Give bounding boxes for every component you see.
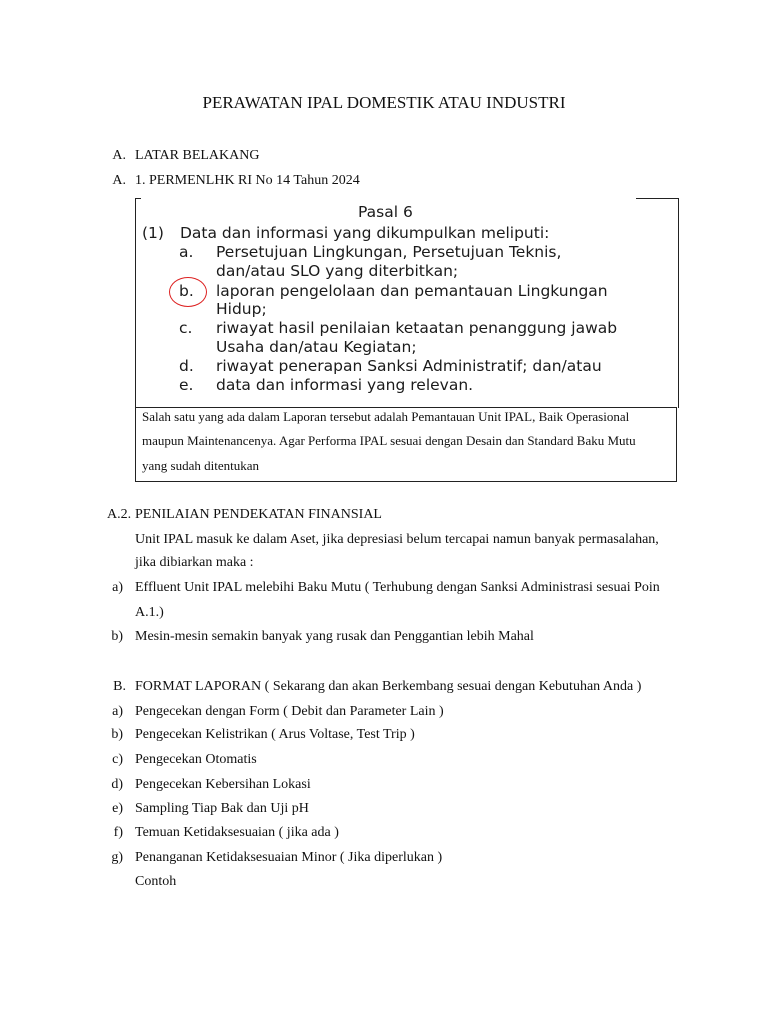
note-line: maupun Maintenancenya. Agar Performa IPAL sesuai dengan Desain dan Standard Baku Mutu [142,433,636,448]
list-item: Pengecekan Otomatis [135,752,257,767]
highlight-circle [169,277,207,307]
section-a2-paragraph: Unit IPAL masuk ke dalam Aset, jika depresiasi belum tercapai namun banyak permasalahan, [135,532,659,547]
pasal-item-letter: a. [179,243,194,261]
list-label: a) [112,704,123,719]
section-a2-heading: PENILAIAN PENDEKATAN FINANSIAL [135,507,382,522]
pasal-item-text: riwayat penerapan Sanksi Administratif; dan/atau [216,357,602,375]
list-item: Pengecekan Kelistrikan ( Arus Voltase, Test Trip ) [135,727,415,742]
pasal-item-text: Persetujuan Lingkungan, Persetujuan Teknis, [216,243,562,261]
pasal-item-letter: c. [179,319,193,337]
section-a-label: A. [112,148,126,163]
section-a2-label: A.2. [107,507,132,522]
list-label: a) [112,580,123,595]
pasal-item-letter: d. [179,357,194,375]
note-line: yang sudah ditentukan [142,458,259,473]
list-item: Temuan Ketidaksesuaian ( jika ada ) [135,825,339,840]
pasal-item-text: riwayat hasil penilaian ketaatan penanggung jawab [216,319,618,337]
list-label: c) [112,752,123,767]
list-label: b) [111,727,123,742]
list-item: Penanganan Ketidaksesuaian Minor ( Jika diperlukan ) [135,850,443,865]
frame-top-left-edge [135,198,141,199]
section-a-heading: LATAR BELAKANG [135,148,260,163]
note-line: Salah satu yang ada dalam Laporan tersebut adalah Pemantauan Unit IPAL, Baik Operasional [142,409,630,424]
list-item: Pengecekan Kebersihan Lokasi [135,777,311,792]
pasal-item-text: dan/atau SLO yang diterbitkan; [216,262,459,280]
pasal-number: (1) [142,224,164,242]
pasal-heading: Pasal 6 [358,203,413,221]
section-a2-paragraph: jika dibiarkan maka : [135,555,254,570]
section-a1-label: A. [112,173,126,188]
document-title: PERAWATAN IPAL DOMESTIK ATAU INDUSTRI [202,93,566,112]
list-label: b) [111,629,123,644]
pasal-item-text: Hidup; [216,300,267,318]
list-item: Pengecekan dengan Form ( Debit dan Parameter Lain ) [135,704,444,719]
pasal-item-text: Usaha dan/atau Kegiatan; [216,338,417,356]
pasal-item-text: data dan informasi yang relevan. [216,376,474,394]
list-label: g) [111,850,123,865]
list-item: Sampling Tiap Bak dan Uji pH [135,801,309,816]
pasal-intro: Data dan informasi yang dikumpulkan meliputi: [180,224,550,242]
section-b-label: B. [113,679,126,694]
list-label: d) [111,777,123,792]
frame-top-right-edge [636,198,678,199]
list-item: Effluent Unit IPAL melebihi Baku Mutu ( Terhubung dengan Sanksi Administrasi sesuai Poin [135,580,660,595]
list-item: Mesin-mesin semakin banyak yang rusak dan Penggantian lebih Mahal [135,629,534,644]
pasal-item-letter: b. [179,282,194,300]
section-b-footer: Contoh [135,874,177,889]
section-a1-heading: 1. PERMENLHK RI No 14 Tahun 2024 [135,173,360,188]
list-item: A.1.) [135,605,164,620]
list-label: f) [113,825,123,840]
section-b-heading: FORMAT LAPORAN ( Sekarang dan akan Berkembang sesuai dengan Kebutuhan Anda ) [135,679,642,694]
list-label: e) [112,801,123,816]
pasal-item-letter: e. [179,376,194,394]
pasal-item-text: laporan pengelolaan dan pemantauan Lingkungan [216,282,608,300]
